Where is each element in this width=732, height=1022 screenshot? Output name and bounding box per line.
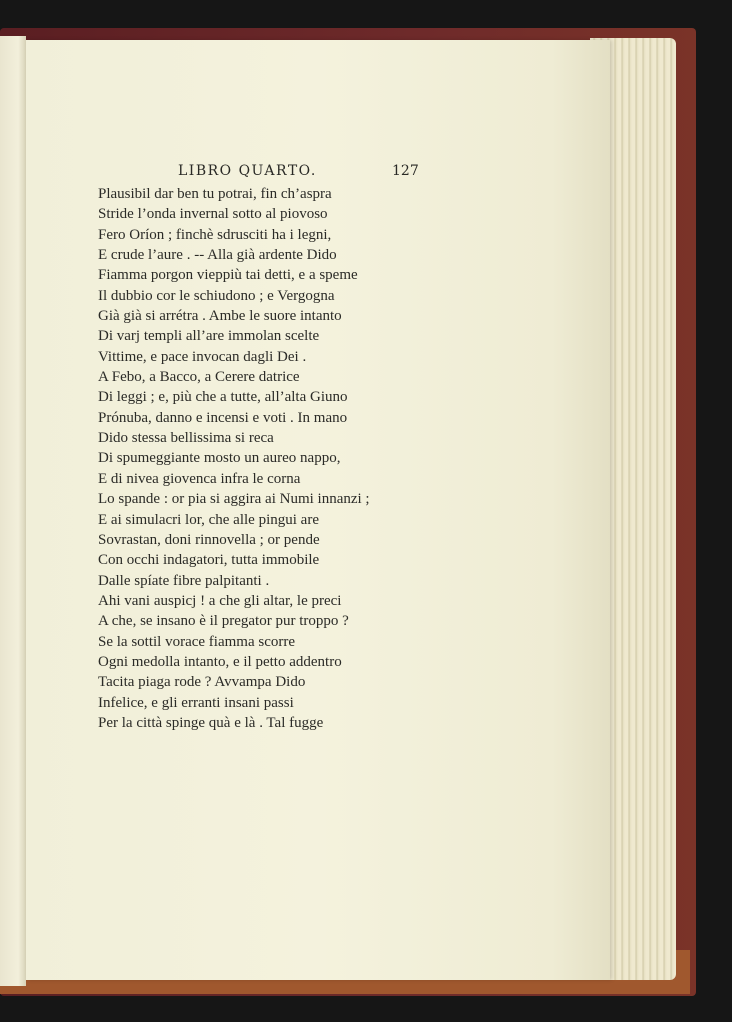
verse-line: Ogni medolla intanto, e il petto addentro: [98, 653, 342, 670]
verse-line: Sovrastan, doni rinnovella ; or pende: [98, 531, 320, 548]
verse-line: Fero Oríon ; finchè sdrusciti ha i legni,: [98, 226, 332, 243]
verse-line: Di varj templi all’are immolan scelte: [98, 328, 320, 345]
verse-text: [98, 184, 370, 733]
verse-line: Di spumeggiante mosto un aureo nappo,: [98, 450, 341, 467]
page-number: 127: [392, 163, 419, 179]
verse-line: Prónuba, danno e incensi e voti . In mano: [98, 409, 348, 426]
verse-line: Dalle spíate fibre palpitanti .: [98, 572, 270, 589]
verse-line: Già già si arrétra . Ambe le suore intanto: [98, 308, 342, 325]
verse-line: Infelice, e gli erranti insani passi: [98, 694, 294, 711]
verse-line: Tacita piaga rode ? Avvampa Dido: [98, 674, 306, 691]
verse-line: Lo spande : or pia si aggira ai Numi innanzi ;: [98, 491, 370, 508]
verse-line: Con occhi indagatori, tutta immobile: [98, 552, 320, 569]
verse-line: A Febo, a Bacco, a Cerere datrice: [98, 369, 300, 386]
running-title: LIBRO QUARTO.: [178, 163, 317, 179]
verse-line: Plausibil dar ben tu potrai, fin ch’aspra: [98, 186, 332, 202]
verse-line: Se la sottil vorace fiamma scorre: [98, 633, 296, 650]
verse-line: E di nivea giovenca infra le corna: [98, 470, 301, 487]
verse-line: Il dubbio cor le schiudono ; e Vergogna: [98, 287, 335, 304]
verse-line: Fiamma porgon vieppiù tai detti, e a speme: [98, 267, 358, 284]
verse-line: Vittime, e pace invocan dagli Dei .: [98, 348, 307, 365]
verse-line: Per la città spinge quà e là . Tal fugge: [98, 714, 324, 731]
verse-line: E ai simulacri lor, che alle pingui are: [98, 511, 319, 528]
verse-line: A che, se insano è il pregator pur troppo ?: [98, 613, 349, 630]
verse-line: Di leggi ; e, più che a tutte, all’alta Giuno: [98, 389, 348, 406]
verse-line: Ahi vani auspicj ! a che gli altar, le preci: [98, 592, 342, 609]
verse-line: Dido stessa bellissima si reca: [98, 430, 274, 447]
verse-line: E crude l’aure . -- Alla già ardente Dido: [98, 247, 337, 264]
left-page-edge: [0, 36, 26, 986]
verse-line: Stride l’onda invernal sotto al piovoso: [98, 206, 328, 223]
